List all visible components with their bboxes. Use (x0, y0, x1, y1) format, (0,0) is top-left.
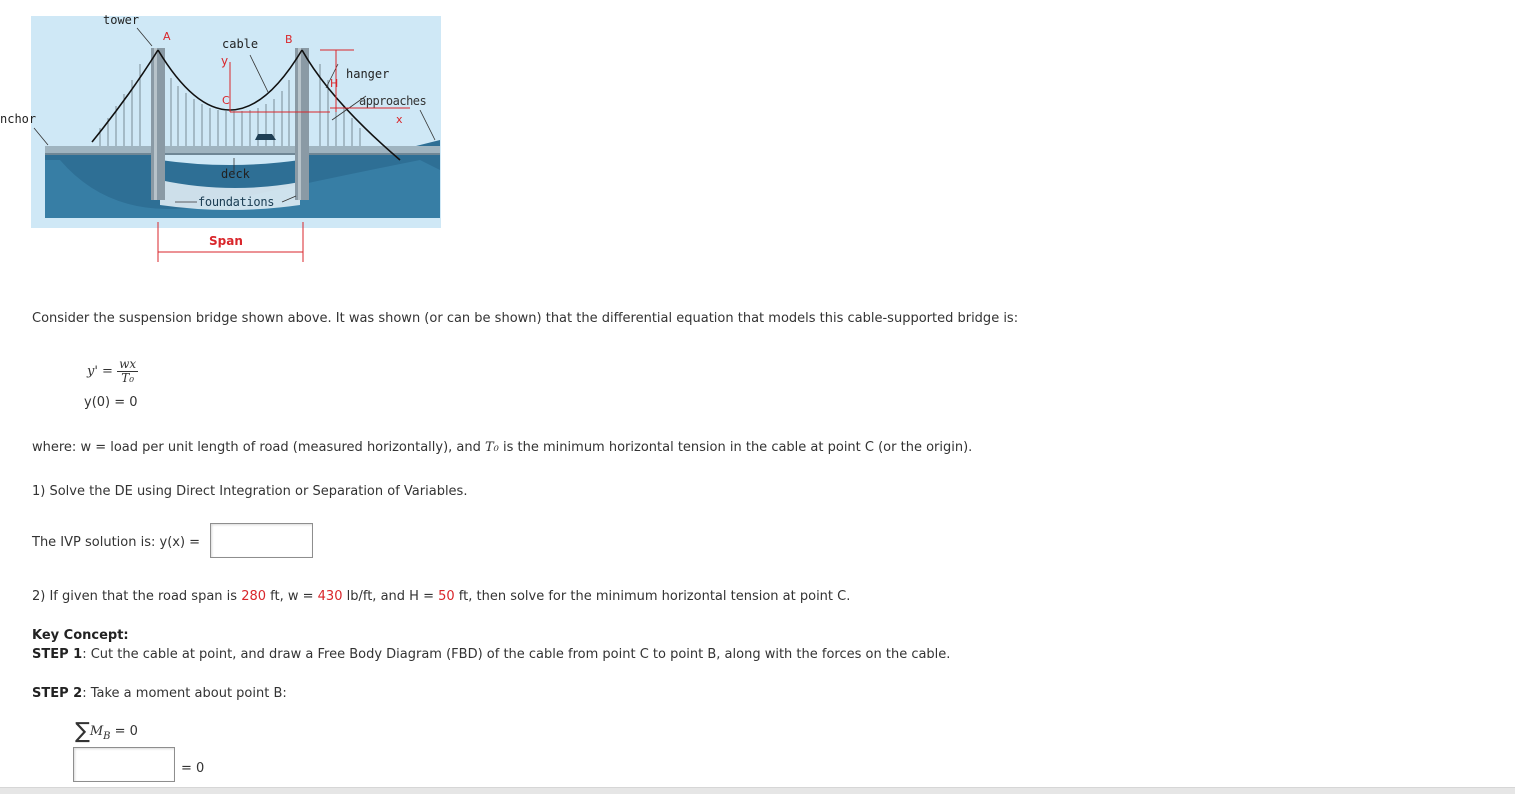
tower-b (295, 48, 309, 200)
step-2-body: : Take a moment about point B: (82, 686, 287, 701)
part-1-text: 1) Solve the DE using Direct Integration or Separation of Variables. (32, 484, 468, 499)
label-deck: deck (221, 167, 250, 181)
equals-zero-label: = 0 (181, 761, 205, 776)
moment-subscript: B (103, 731, 111, 742)
label-foundations: foundations (198, 195, 275, 209)
step-1-label: STEP 1 (32, 647, 83, 662)
label-approaches: approaches (359, 94, 427, 108)
tower-a (151, 48, 165, 200)
w-value: 430 (317, 589, 343, 604)
moment-equals: = 0 (110, 724, 138, 739)
step-1-text (32, 647, 950, 662)
eq-denominator: T₀ (121, 371, 135, 385)
eq-lhs: y' = (87, 364, 113, 379)
ivp-solution-input[interactable] (210, 523, 313, 558)
step-2-label: STEP 2 (32, 686, 83, 701)
moment-m: M (89, 724, 104, 739)
moment-input[interactable] (73, 747, 175, 782)
label-tower: tower (103, 13, 140, 27)
part2-d: ft, then solve for the minimum horizontal tension at point C. (454, 589, 851, 604)
label-b: B (285, 33, 293, 46)
step-1-body: : Cut the cable at point, and draw a Free Body Diagram (FBD) of the cable from point C to point B, along with the forces on the cable. (82, 647, 951, 662)
where-part-a: where: w = load per unit length of road (measured horizontally), and (32, 440, 486, 455)
label-span: Span (209, 234, 243, 248)
label-x: x (396, 113, 403, 126)
label-y: y (221, 54, 229, 68)
intro-text: Consider the suspension bridge shown above. It was shown (or can be shown) that the differential equation that models this cable-supported bridge is: (32, 311, 1019, 326)
part2-b: ft, w = (266, 589, 318, 604)
step-2-text (32, 686, 287, 701)
h-value: 50 (438, 589, 455, 604)
where-t0: T₀ (485, 440, 499, 455)
span-value: 280 (241, 589, 267, 604)
differential-equation (87, 358, 138, 385)
part2-c: lb/ft, and H = (342, 589, 439, 604)
eq-fraction (117, 358, 138, 385)
deck (45, 146, 440, 153)
key-concept-heading: Key Concept: (32, 628, 129, 643)
label-a: A (163, 30, 171, 43)
where-part-b: is the minimum horizontal tension in the cable at point C (or the origin). (498, 440, 973, 455)
part2-a: 2) If given that the road span is (32, 589, 242, 604)
label-hanger: hanger (346, 67, 390, 81)
label-cable: cable (222, 37, 259, 51)
eq-numerator: wx (119, 357, 137, 371)
label-c: C (222, 94, 230, 107)
initial-condition: y(0) = 0 (84, 395, 138, 410)
label-anchor: nchor (0, 112, 37, 126)
where-text (32, 440, 972, 455)
moment-equation (75, 719, 138, 744)
label-h: H (330, 77, 339, 90)
sigma-symbol: ∑ (75, 719, 90, 744)
ivp-label: The IVP solution is: y(x) = (32, 535, 201, 550)
part-2-text (32, 589, 850, 604)
